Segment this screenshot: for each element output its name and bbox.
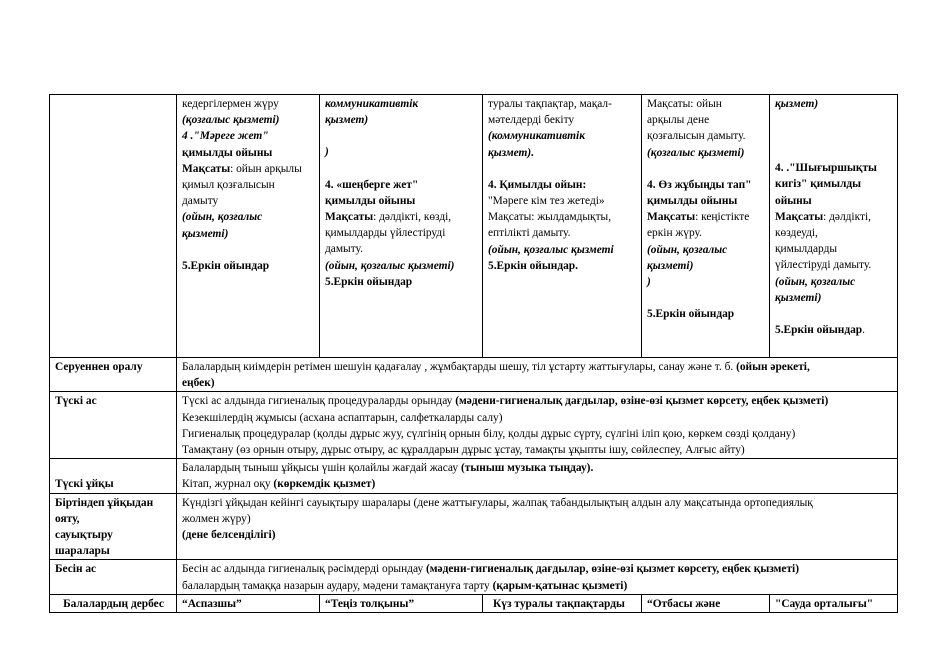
text-line: мәтелдерді бекіту (488, 114, 575, 127)
row-text: Күндізгі ұйқыдан кейінгі сауықтыру шаралары (дене жаттығулары, жалпақ табандылықтың алдын алу мақсатында ортопедиялық (182, 496, 813, 509)
activity-tag: (мәдени-гигиеналық дағдылар, өзіне-өзі қызмет көрсету, еңбек қызметі) (455, 395, 829, 408)
role-play-cell: “Теңіз толқыны” (320, 594, 483, 612)
game-title: 4. ."Шығыршықты (775, 162, 877, 175)
goal-text: еркін жүру. (647, 227, 702, 240)
goal-text: қимылдарды (775, 243, 838, 256)
goal-text: қимыл қозғалысын (182, 179, 275, 192)
goal-text: Мақсаты: ойын (647, 98, 722, 110)
row-text: балалардың тамаққа назарын аудару, мәдени тамақтануға тарту (182, 579, 493, 592)
row-label: Балалардың дербес (50, 594, 177, 612)
row-label-line: ояту, (55, 512, 80, 525)
activity-tag: (ойын, қозғалыс (775, 275, 856, 288)
lunch-row (50, 392, 898, 459)
daily-plan-table (49, 94, 898, 613)
row-label: Түскі ас (50, 392, 177, 459)
game-title: қимылды ойыны (182, 146, 273, 159)
row-label: Түскі ұйқы (50, 459, 177, 493)
row-text: Кітап, журнал оқу (182, 478, 274, 491)
paren-text: ) (647, 276, 651, 289)
row-content (177, 358, 898, 392)
goal-text: дамыту (182, 195, 219, 208)
paren-text: ) (325, 146, 329, 159)
activities-col-6 (770, 95, 898, 358)
activity-tag: (дене белсенділігі) (182, 529, 276, 542)
game-title: 4. «шеңберге жет" (325, 178, 419, 191)
row-label: Серуеннен оралу (50, 358, 177, 392)
goal-text: : ойын арқылы (230, 162, 302, 175)
activity-tag: (коммуникативтік (488, 130, 585, 143)
row-text: Балалардың тыныш ұйқысы үшін қолайлы жағдай жасау (182, 462, 461, 475)
activity-tag: (көркемдік қызмет) (273, 478, 376, 491)
role-play-cell: “Аспазшы” (177, 594, 320, 612)
goal-text: ептілікті дамыту. (488, 227, 571, 240)
row-label: Бесін ас (50, 560, 177, 594)
activities-col-4 (483, 95, 642, 358)
row-label-line: Біртіндеп ұйқыдан (55, 496, 154, 509)
activity-tag: қызметі) (182, 227, 229, 240)
row-text: Тамақтану (өз орнын отыру, дұрыс отыру, ас құралдарын дұрыс ұстау, тамақты ұқыпты ішу, сөйлеспеу, Алғыс айту) (182, 444, 745, 457)
activity-tag: (қозғалыс қызметі) (182, 114, 280, 127)
independent-row (50, 594, 898, 612)
text-line: туралы тақпақтар, мақал- (488, 98, 612, 110)
activity-tag: (мәдени-гигиеналық дағдылар, өзіне-өзі қызмет көрсету, еңбек қызметі) (426, 563, 799, 576)
goal-text: : дәлдікті, (823, 210, 871, 223)
activity-tag: (тыныш музыка тыңдау). (460, 462, 594, 475)
activity-tag: (ойын, қозғалыс қызметі) (325, 259, 455, 272)
row-text: Балалардың киімдерін ретімен шешуін қадағалау , жұмбақтарды шешу, тіл ұстарту жаттығулары, санау және т. б. (182, 361, 737, 373)
game-name: "Мәреге кім тез жетеді» (488, 195, 605, 208)
goal-label: Мақсаты (775, 210, 824, 223)
goal-label: Мақсаты (325, 211, 374, 224)
goal-text: Мақсаты: жылдамдықты, (488, 211, 612, 224)
activity-tag: қызметі) (775, 291, 822, 304)
free-play-item: 5.Еркін ойындар (325, 275, 413, 288)
role-play-cell: “Отбасы және (642, 594, 770, 612)
row-text: жолмен жүру) (182, 512, 251, 525)
snack-row (50, 560, 898, 594)
game-title: 4. Өз жұбыңды тап" (647, 178, 752, 191)
free-play-item: 5.Еркін ойындар (775, 324, 863, 337)
row-content (177, 392, 898, 459)
activity-tag: (қарым-қатынас қызметі) (492, 579, 628, 592)
free-play-item: 5.Еркін ойындар (647, 308, 735, 321)
goal-text: арқылы дене (647, 114, 710, 127)
activity-tag: қызмет) (325, 114, 369, 127)
activities-label-cell (50, 95, 177, 358)
activity-tag: коммуникативтік (325, 98, 419, 110)
wakeup-row (50, 493, 898, 560)
row-text: Бесін ас алдында гигиеналық рәсімдерді орындау (182, 563, 426, 576)
activity-tag: (ойын, қозғалыс (647, 243, 728, 256)
activities-col-2 (177, 95, 320, 358)
return-walk-row (50, 358, 898, 392)
row-label-line: шаралары (55, 545, 110, 558)
goal-text: қозғалысын дамыту. (647, 130, 746, 143)
goal-text: қимылдарды үйлестіруді (325, 227, 446, 240)
game-title: ойыны (775, 194, 812, 207)
game-title: қимылды ойыны (647, 195, 738, 208)
goal-text: : кеңістікте (695, 211, 750, 224)
game-title: 4 ."Мәреге жет" (182, 130, 269, 143)
row-text: Түскі ас алдында гигиеналық процедураларды орындау (182, 395, 456, 408)
goal-label: Мақсаты (647, 211, 696, 224)
row-text: Кезекшілердің жұмысы (асхана аспаптарын, салфеткаларды салу) (182, 411, 503, 424)
activity-tag: (ойын, қозғалыс қызметі (488, 243, 614, 256)
free-play-item: 5.Еркін ойындар. (488, 259, 578, 272)
activity-tag: еңбек) (182, 377, 215, 390)
row-content (177, 459, 898, 493)
row-content (177, 560, 898, 594)
activities-col-5 (642, 95, 770, 358)
activities-row (50, 95, 898, 358)
goal-label: Мақсаты (182, 162, 231, 175)
row-label-line: сауықтыру (55, 529, 113, 542)
activity-tag: қызмет). (488, 146, 535, 159)
goal-text: көздеуді, (775, 227, 818, 240)
row-text: Гигиеналық процедуралар (қолды дұрыс жуу, сүлгінің орнын білу, қолды дұрыс сүрту, сүлгіні іліп қою, көркем сөзді қолдану) (182, 427, 796, 440)
role-play-cell: "Сауда орталығы" (770, 594, 898, 612)
goal-text: дамыту. (325, 243, 363, 256)
goal-text: : дәлдікті, көзді, (373, 211, 452, 224)
row-label (50, 493, 177, 560)
role-play-cell: Күз туралы тақпақтарды (483, 594, 642, 612)
row-content (177, 493, 898, 560)
activity-tag: қызметі) (647, 259, 694, 272)
period-mark: . (862, 324, 865, 337)
activity-tag: (ойын, қозғалыс (182, 211, 263, 224)
free-play-item: 5.Еркін ойындар (182, 259, 270, 272)
game-title: қимылды ойыны (325, 194, 416, 207)
goal-text: үйлестіруді дамыту. (775, 259, 872, 272)
activity-tag: (қозғалыс қызметі) (647, 146, 745, 159)
activity-tag: қызмет) (775, 98, 819, 110)
nap-row (50, 459, 898, 493)
text-line: кедергілермен жүру (182, 98, 279, 110)
game-title: 4. Қимылды ойын: (488, 178, 587, 191)
activity-tag: (ойын әрекеті, (736, 361, 810, 373)
activities-col-3 (320, 95, 483, 358)
game-title: кигіз" қимылды (775, 178, 862, 191)
